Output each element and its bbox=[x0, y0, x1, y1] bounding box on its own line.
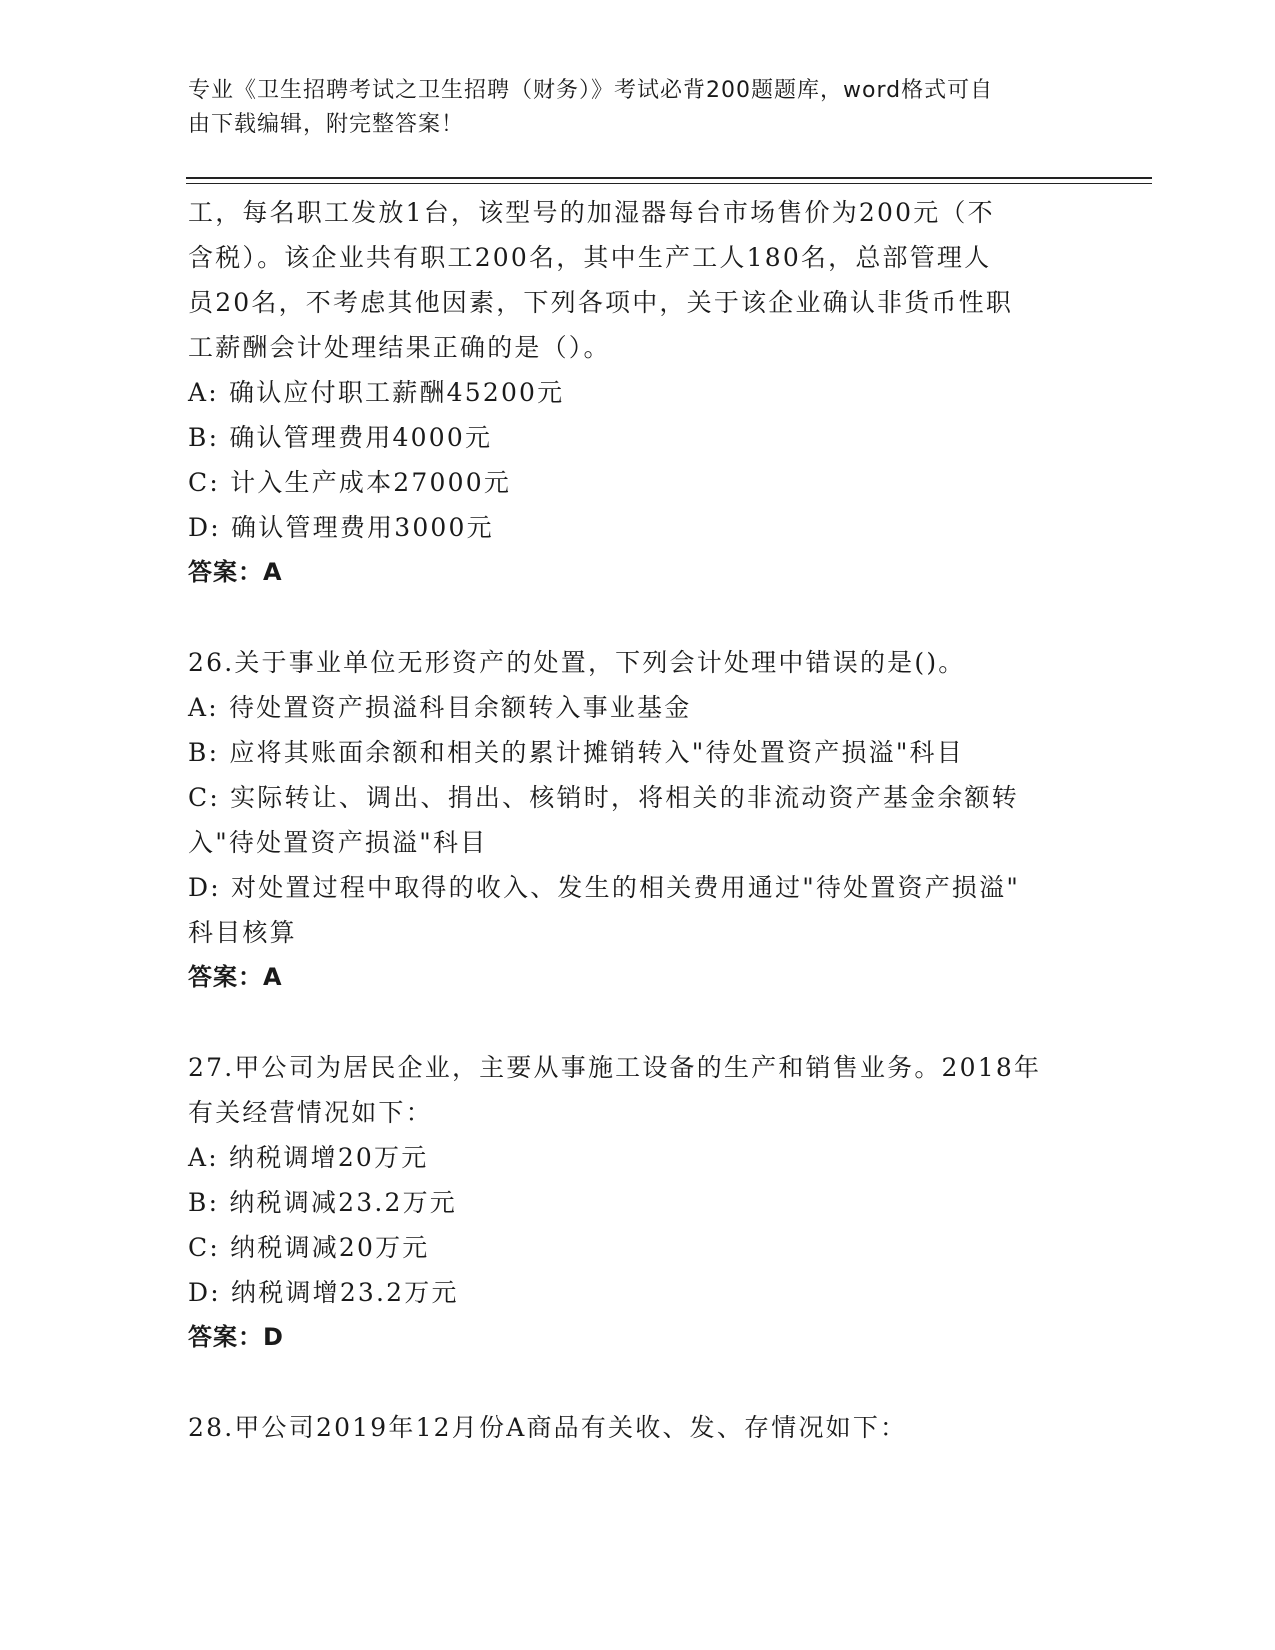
question-text-line: 26.关于事业单位无形资产的处置，下列会计处理中错误的是()。 bbox=[188, 648, 966, 677]
question-text-line: 工薪酬会计处理结果正确的是（）。 bbox=[188, 333, 611, 362]
answer-label: 答案：A bbox=[188, 963, 283, 991]
question-text-line: 含税）。该企业共有职工200名，其中生产工人180名，总部管理人 bbox=[188, 243, 992, 272]
question-text-line: 有关经营情况如下： bbox=[188, 1098, 433, 1127]
question-text-line: 员20名，不考虑其他因素，下列各项中，关于该企业确认非货币性职 bbox=[188, 288, 1014, 317]
option-a: A: 待处置资产损溢科目余额转入事业基金 bbox=[188, 693, 692, 722]
spacer bbox=[188, 1360, 1088, 1405]
option-a: A: 确认应付职工薪酬45200元 bbox=[188, 378, 565, 407]
question-25 bbox=[188, 190, 1088, 595]
option-a: A: 纳税调增20万元 bbox=[188, 1143, 429, 1172]
question-27 bbox=[188, 1045, 1088, 1360]
option-c-continued: 入"待处置资产损溢"科目 bbox=[188, 828, 488, 857]
option-b: B: 纳税调减23.2万元 bbox=[188, 1188, 458, 1217]
question-text-line: 工，每名职工发放1台，该型号的加湿器每台市场售价为200元（不 bbox=[188, 198, 995, 227]
question-text-line: 28.甲公司2019年12月份A商品有关收、发、存情况如下： bbox=[188, 1413, 908, 1442]
spacer bbox=[188, 1000, 1088, 1045]
question-28 bbox=[188, 1405, 1088, 1450]
question-text-line: 27.甲公司为居民企业，主要从事施工设备的生产和销售业务。2018年 bbox=[188, 1053, 1042, 1082]
header-line-1: 专业《卫生招聘考试之卫生招聘（财务）》考试必背200题题库，word格式可自 bbox=[188, 78, 994, 103]
option-b: B: 确认管理费用4000元 bbox=[188, 423, 493, 452]
option-c: C: 纳税调减20万元 bbox=[188, 1233, 430, 1262]
option-c: C: 计入生产成本27000元 bbox=[188, 468, 512, 497]
document-body bbox=[188, 190, 1088, 1450]
header-line-2: 由下载编辑，附完整答案！ bbox=[188, 112, 465, 137]
option-c: C: 实际转让、调出、捐出、核销时，将相关的非流动资产基金余额转 bbox=[188, 783, 1019, 812]
option-d: D: 确认管理费用3000元 bbox=[188, 513, 494, 542]
option-d-continued: 科目核算 bbox=[188, 918, 297, 947]
answer-label: 答案：D bbox=[188, 1323, 284, 1351]
question-26 bbox=[188, 640, 1088, 1000]
option-d: D: 对处置过程中取得的收入、发生的相关费用通过"待处置资产损溢" bbox=[188, 873, 1021, 902]
document-header bbox=[188, 74, 1068, 142]
option-d: D: 纳税调增23.2万元 bbox=[188, 1278, 459, 1307]
option-b: B: 应将其账面余额和相关的累计摊销转入"待处置资产损溢"科目 bbox=[188, 738, 964, 767]
answer-label: 答案：A bbox=[188, 558, 283, 586]
spacer bbox=[188, 595, 1088, 640]
header-divider bbox=[186, 177, 1152, 184]
